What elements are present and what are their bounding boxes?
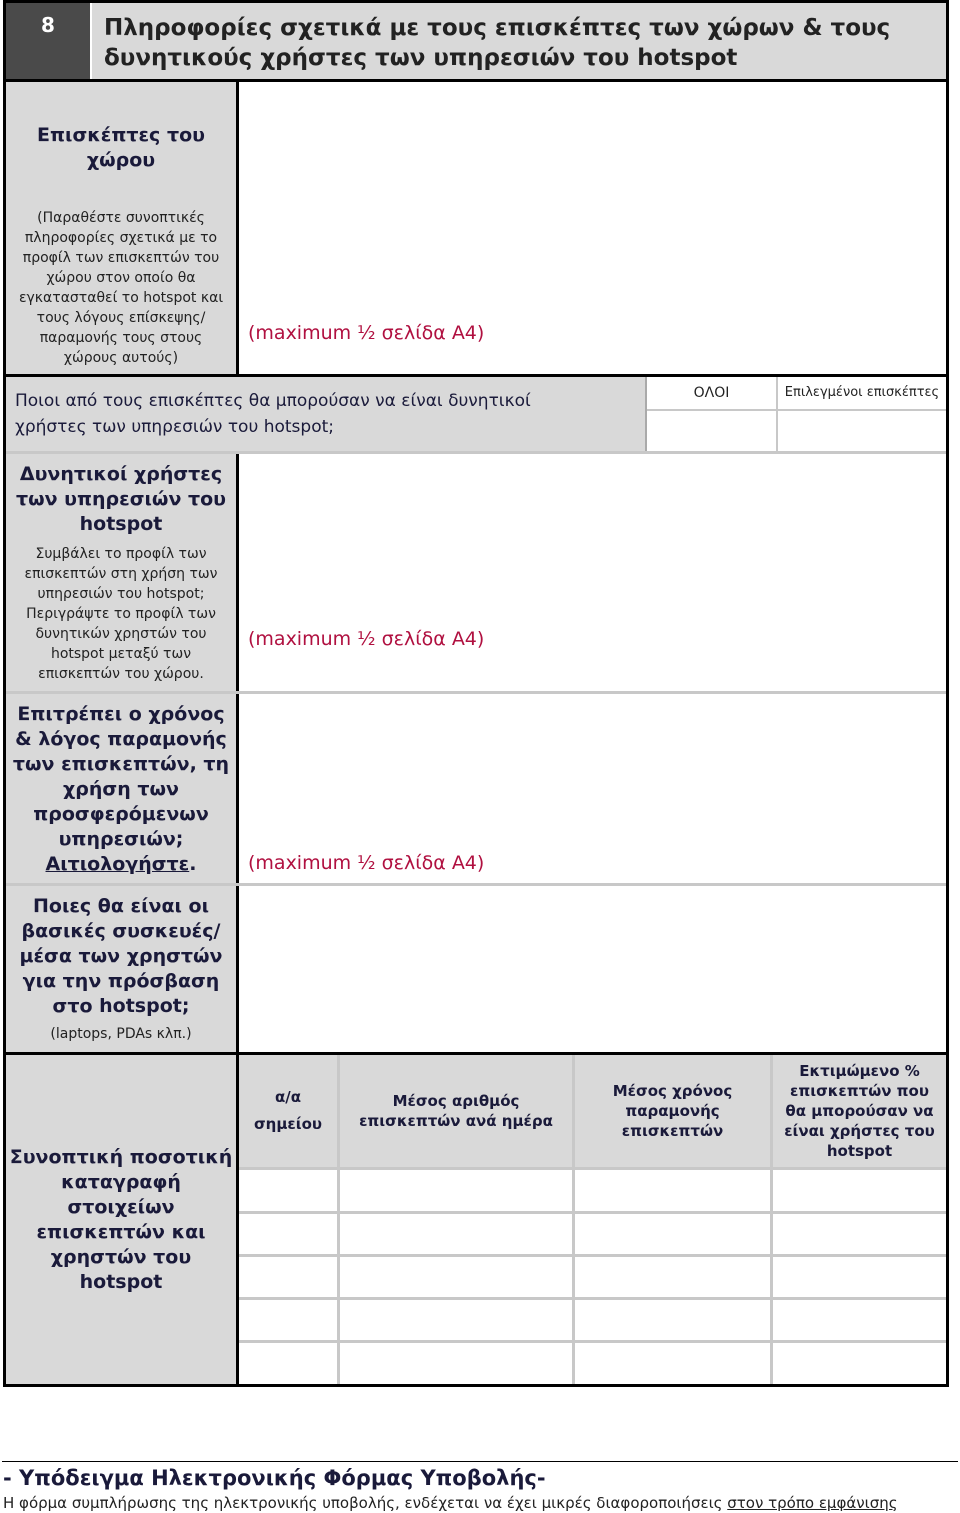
summary-col-header-2 xyxy=(340,1055,572,1167)
stay-question-text xyxy=(6,702,236,877)
table-row[interactable] xyxy=(239,1257,946,1297)
table-row[interactable] xyxy=(239,1170,946,1211)
section-title-line1: Πληροφορίες σχετικά με τους επισκέπτες των χώρων & τους xyxy=(104,15,891,41)
col3-line: παραμονής xyxy=(625,1102,720,1120)
footer-note-text: Η φόρμα συμπλήρωσης της ηλεκτρονικής υποβολής, ενδέχεται να έχει μικρές διαφοροποιήσεις xyxy=(3,1494,728,1512)
potential-users-instr-line: δυνητικών χρηστών του xyxy=(35,626,207,642)
footer-rule xyxy=(2,1461,958,1462)
visitors-instr-line: παραμονής τους στους xyxy=(39,330,203,346)
potential-users-instr-line: επισκεπτών του χώρου. xyxy=(38,666,204,682)
summary-label-cell xyxy=(6,1055,236,1384)
potential-users-instr-line: επισκεπτών στη χρήση των xyxy=(24,566,218,582)
visitors-instr-line: χώρου στον οποίο θα xyxy=(46,270,196,286)
col1-line: α/α xyxy=(274,1088,302,1106)
option-all-checkbox[interactable] xyxy=(647,411,776,451)
footer-note xyxy=(3,1494,898,1512)
stay-limit-note: (maximum ½ σελίδα A4) xyxy=(248,852,485,874)
visitors-instructions xyxy=(6,208,236,368)
visitors-instr-line: χώρους αυτούς) xyxy=(63,350,179,366)
table-row[interactable] xyxy=(239,1300,946,1340)
devices-question-line: για την πρόσβαση xyxy=(22,970,220,992)
stay-question-line: των επισκεπτών, τη xyxy=(12,753,230,775)
section-title-line2: δυνητικούς χρήστες των υπηρεσιών του hotspot xyxy=(104,45,738,71)
potential-users-heading-line: hotspot xyxy=(79,513,163,535)
stay-question-line: χρήση των xyxy=(63,778,179,800)
table-row[interactable] xyxy=(239,1214,946,1254)
stay-question-justify-line xyxy=(6,852,236,877)
summary-heading-line: στοιχείων xyxy=(67,1196,175,1218)
potential-users-heading-line: των υπηρεσιών του xyxy=(15,488,227,510)
visitors-heading-1: Επισκέπτες του xyxy=(37,124,205,146)
stay-answer-area[interactable] xyxy=(239,694,946,883)
visitors-answer-area[interactable] xyxy=(239,82,946,374)
potential-question-line2: χρήστες των υπηρεσιών του hotspot; xyxy=(15,417,334,437)
col4-line: Εκτιμώμενο % xyxy=(799,1062,920,1080)
footer-note-link: στον τρόπο εμφάνισης xyxy=(727,1494,898,1512)
summary-heading-line: hotspot xyxy=(79,1271,163,1293)
potential-users-instructions xyxy=(6,544,236,684)
visitors-label-cell xyxy=(6,82,236,374)
devices-examples: (laptops, PDAs κλπ.) xyxy=(50,1026,192,1042)
potential-users-label-cell xyxy=(6,454,236,691)
stay-question-line: υπηρεσιών; xyxy=(58,828,184,850)
summary-table xyxy=(239,1055,946,1384)
visitors-instr-line: (Παραθέστε συνοπτικές xyxy=(37,210,205,226)
col2-line: επισκεπτών ανά ημέρα xyxy=(359,1112,553,1130)
col4-line: θα μπορούσαν να xyxy=(785,1102,934,1120)
summary-heading-line: καταγραφή xyxy=(61,1171,181,1193)
potential-users-heading-line: Δυνητικοί χρήστες xyxy=(19,463,223,485)
section-number: 8 xyxy=(41,13,55,37)
potential-users-instr-line: Περιγράψτε το προφίλ των xyxy=(26,606,216,622)
summary-col-header-1 xyxy=(239,1055,337,1167)
visitors-limit-note: (maximum ½ σελίδα A4) xyxy=(248,322,485,344)
potential-users-instr-line: υπηρεσιών του hotspot; xyxy=(37,586,205,602)
option-all-label: ΟΛΟΙ xyxy=(693,385,730,401)
stay-justify-word: Αιτιολογήστε xyxy=(45,853,190,875)
devices-question-line: στο hotspot; xyxy=(52,995,190,1017)
summary-heading-line: Συνοπτική ποσοτική xyxy=(9,1146,233,1168)
potential-users-instr-line: hotspot μεταξύ των xyxy=(50,646,192,662)
option-all-header xyxy=(647,377,776,409)
option-selected-checkbox[interactable] xyxy=(778,411,946,451)
col4-line: είναι χρήστες του xyxy=(784,1122,935,1140)
col1-line: σημείου xyxy=(253,1115,323,1133)
visitors-instr-line: πληροφορίες σχετικά με το xyxy=(24,230,218,246)
devices-question-line: Ποιες θα είναι οι xyxy=(33,895,209,917)
option-selected-header xyxy=(778,377,946,409)
table-row[interactable] xyxy=(239,1343,946,1384)
stay-question-line: & λόγος παραμονής xyxy=(15,728,227,750)
section-number-box xyxy=(6,3,90,79)
summary-heading-line: χρηστών του xyxy=(50,1246,192,1268)
devices-answer-area[interactable] xyxy=(239,886,946,1052)
summary-col-header-3 xyxy=(575,1055,770,1167)
col3-line: επισκεπτών xyxy=(621,1122,724,1140)
visitors-instr-line: τους λόγους επίσκεψης/ xyxy=(36,310,206,326)
col3-line: Μέσος χρόνος xyxy=(612,1082,733,1100)
visitors-instr-line: εγκατασταθεί το hotspot και xyxy=(18,290,224,306)
summary-col-header-4 xyxy=(773,1055,946,1167)
col4-line: επισκεπτών που xyxy=(790,1082,929,1100)
devices-question-text xyxy=(6,894,236,1019)
potential-users-instr-line: Συμβάλει το προφίλ των xyxy=(35,546,207,562)
col4-line: hotspot xyxy=(826,1142,893,1160)
potential-users-heading xyxy=(6,462,236,537)
stay-question-line: προσφερόμενων xyxy=(33,803,209,825)
summary-heading xyxy=(6,1145,236,1295)
option-selected-label: Επιλεγμένοι επισκέπτες xyxy=(784,385,940,400)
devices-question-cell xyxy=(6,886,236,1052)
stay-justify-end: . xyxy=(189,853,197,875)
summary-heading-line: επισκεπτών και xyxy=(36,1221,206,1243)
footer-title: - Υπόδειγμα Ηλεκτρονικής Φόρμας Υποβολής- xyxy=(3,1466,546,1490)
visitors-instr-line: προφίλ των επισκεπτών του xyxy=(22,250,220,266)
section-title-box xyxy=(92,3,946,79)
devices-question-line: μέσα των χρηστών xyxy=(19,945,223,967)
devices-question-line: βασικές συσκευές/ xyxy=(21,920,221,942)
potential-users-answer-area[interactable] xyxy=(239,454,946,691)
potential-users-limit-note: (maximum ½ σελίδα A4) xyxy=(248,628,485,650)
potential-question-cell xyxy=(6,377,645,451)
col2-line: Μέσος αριθμός xyxy=(392,1092,520,1110)
stay-question-cell xyxy=(6,694,236,883)
potential-question-line1: Ποιοι από τους επισκέπτες θα μπορούσαν να είναι δυνητικοί xyxy=(15,391,531,411)
visitors-heading-2: χώρου xyxy=(86,149,156,171)
stay-question-line: Επιτρέπει ο χρόνος xyxy=(17,703,225,725)
